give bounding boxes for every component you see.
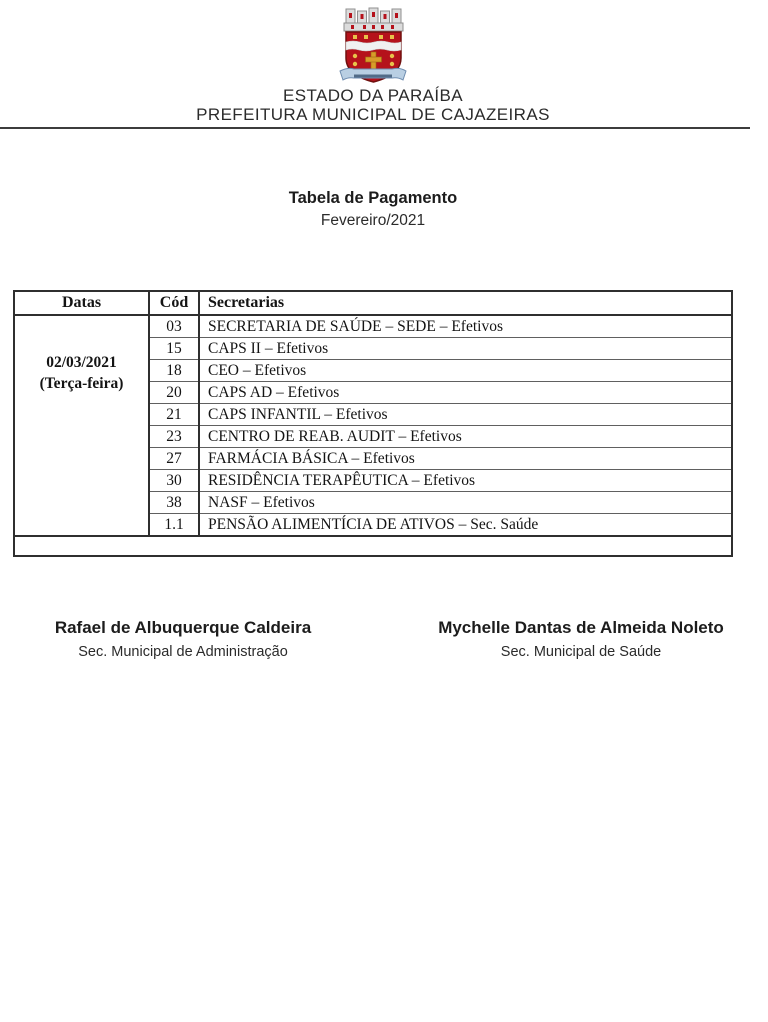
- cod-cell: 20: [149, 382, 199, 404]
- signatory-name: Mychelle Dantas de Almeida Noleto: [438, 618, 724, 637]
- signatory-role: Sec. Municipal de Administração: [78, 644, 288, 660]
- cod-cell: 21: [149, 404, 199, 426]
- payment-table: [13, 290, 733, 557]
- column-header-secretarias: Secretarias: [199, 291, 732, 315]
- empty-cell: [14, 536, 732, 556]
- cod-cell: 27: [149, 448, 199, 470]
- secretaria-cell: NASF – Efetivos: [199, 492, 732, 514]
- cod-cell: 03: [149, 315, 199, 338]
- letterhead-city-line: PREFEITURA MUNICIPAL DE CAJAZEIRAS: [196, 105, 550, 124]
- letterhead-divider: [0, 127, 750, 129]
- secretaria-cell: CAPS AD – Efetivos: [199, 382, 732, 404]
- column-header-datas: Datas: [14, 291, 149, 315]
- column-header-cod: Cód: [149, 291, 199, 315]
- secretaria-cell: RESIDÊNCIA TERAPÊUTICA – Efetivos: [199, 470, 732, 492]
- secretaria-cell: SECRETARIA DE SAÚDE – SEDE – Efetivos: [199, 315, 732, 338]
- cod-cell: 1.1: [149, 514, 199, 537]
- table-header-row: [14, 291, 732, 315]
- letterhead: [0, 6, 746, 124]
- page-title: Tabela de Pagamento: [288, 189, 458, 207]
- cod-cell: 15: [149, 338, 199, 360]
- weekday-value: (Terça-feira): [39, 375, 124, 392]
- cod-cell: 23: [149, 426, 199, 448]
- cod-cell: 38: [149, 492, 199, 514]
- signatory-role: Sec. Municipal de Saúde: [500, 644, 662, 660]
- table-row: [14, 315, 732, 338]
- signature-block-saude: [406, 618, 756, 662]
- signature-block-administracao: [8, 618, 358, 662]
- cod-cell: 30: [149, 470, 199, 492]
- coat-of-arms-icon: [332, 6, 414, 84]
- secretaria-cell: PENSÃO ALIMENTÍCIA DE ATIVOS – Sec. Saúde: [199, 514, 732, 537]
- signatory-name: Rafael de Albuquerque Caldeira: [54, 618, 312, 637]
- date-value: 02/03/2021: [46, 354, 117, 371]
- table-empty-row: [14, 536, 732, 556]
- secretaria-cell: CAPS INFANTIL – Efetivos: [199, 404, 732, 426]
- secretaria-cell: CENTRO DE REAB. AUDIT – Efetivos: [199, 426, 732, 448]
- secretaria-cell: CAPS II – Efetivos: [199, 338, 732, 360]
- secretaria-cell: FARMÁCIA BÁSICA – Efetivos: [199, 448, 732, 470]
- letterhead-state-line: ESTADO DA PARAÍBA: [283, 86, 463, 105]
- secretaria-cell: CEO – Efetivos: [199, 360, 732, 382]
- cod-cell: 18: [149, 360, 199, 382]
- date-cell: [14, 315, 149, 536]
- document-title-block: [0, 188, 746, 231]
- page-subtitle: Fevereiro/2021: [320, 212, 426, 229]
